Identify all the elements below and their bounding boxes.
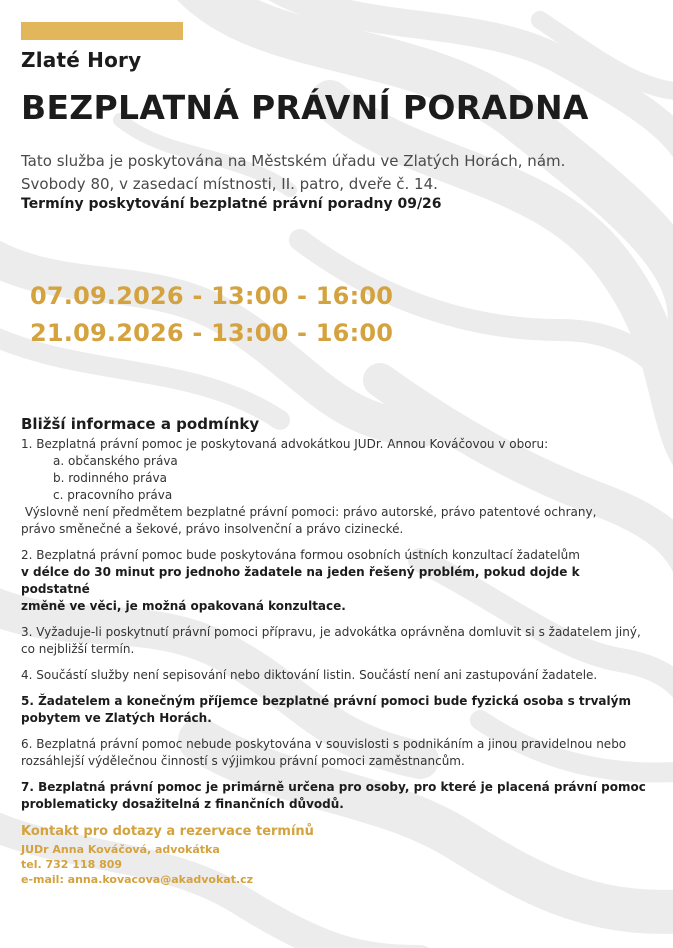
intro-line-2: Svobody 80, v zasedací místnosti, II. patro, dveře č. 14.: [21, 175, 438, 193]
town-name: Zlaté Hory: [21, 48, 142, 72]
info-item-3-cont: co nejbližší termín.: [21, 642, 135, 656]
contact-heading: Kontakt pro dotazy a rezervace termínů: [21, 824, 314, 839]
terms-heading: Termíny poskytování bezplatné právní poradny 09/26: [21, 196, 442, 212]
info-section: [21, 436, 651, 813]
info-item-6-cont: rozsáhlejší výdělečnou činností s výjimkou právní pomoci zaměstnancům.: [21, 754, 465, 768]
info-heading: Bližší informace a podmínky: [21, 415, 260, 433]
info-item-2-bold: v délce do 30 minut pro jednoho žadatele na jeden řešený problém, pokud dojde k podstatné: [21, 565, 580, 596]
page-title: BEZPLATNÁ PRÁVNÍ PORADNA: [21, 88, 589, 127]
contact-phone: tel. 732 118 809: [21, 858, 123, 871]
contact-section: [21, 822, 314, 887]
info-subitem-b: b. rodinného práva: [53, 471, 167, 485]
info-item-5-cont: pobytem ve Zlatých Horách.: [21, 711, 212, 725]
contact-name: JUDr Anna Kováčová, advokátka: [21, 843, 220, 856]
info-subitem-a: a. občanského práva: [53, 454, 178, 468]
date-item: 21.09.2026 - 13:00 - 16:00: [30, 319, 394, 347]
date-item: 07.09.2026 - 13:00 - 16:00: [30, 282, 394, 310]
info-item-1-note: Výslovně není předmětem bezplatné právní pomoci: právo autorské, právo patentové ochrany,: [21, 505, 597, 519]
info-item-4: 4. Součástí služby není sepisování nebo diktování listin. Součástí není ani zastupování žadatele.: [21, 668, 598, 682]
info-item-3: 3. Vyžaduje-li poskytnutí právní pomoci přípravu, je advokátka oprávněna domluvit si s žadatelem jiný,: [21, 625, 641, 639]
info-item-7-cont: problematicky dosažitelná z finančních důvodů.: [21, 797, 344, 811]
info-item-5: 5. Žadatelem a konečným příjemce bezplatné právní pomoci bude fyzická osoba s trvalým: [21, 694, 631, 708]
accent-bar: [21, 22, 183, 40]
contact-email: e-mail: anna.kovacova@akadvokat.cz: [21, 873, 254, 886]
info-item-1-note-cont: právo směnečné a šekové, právo insolvenční a právo cizinecké.: [21, 522, 404, 536]
info-item-1: 1. Bezplatná právní pomoc je poskytovaná advokátkou JUDr. Annou Kováčovou v oboru:: [21, 437, 549, 451]
dates-list: [30, 278, 393, 352]
info-item-7: 7. Bezplatná právní pomoc je primárně určena pro osoby, pro které je placená právní pomoc: [21, 780, 646, 794]
info-item-2-bold-cont: změně ve věci, je možná opakovaná konzultace.: [21, 599, 346, 613]
info-item-6: 6. Bezplatná právní pomoc nebude poskytována v souvislosti s podnikáním a jinou pravidelnou nebo: [21, 737, 627, 751]
info-item-2: 2. Bezplatná právní pomoc bude poskytována formou osobních ústních konzultací žadatelům: [21, 548, 580, 562]
intro-text: [21, 150, 651, 196]
info-subitem-c: c. pracovního práva: [53, 488, 173, 502]
intro-line-1: Tato služba je poskytována na Městském úřadu ve Zlatých Horách, nám.: [21, 152, 566, 170]
